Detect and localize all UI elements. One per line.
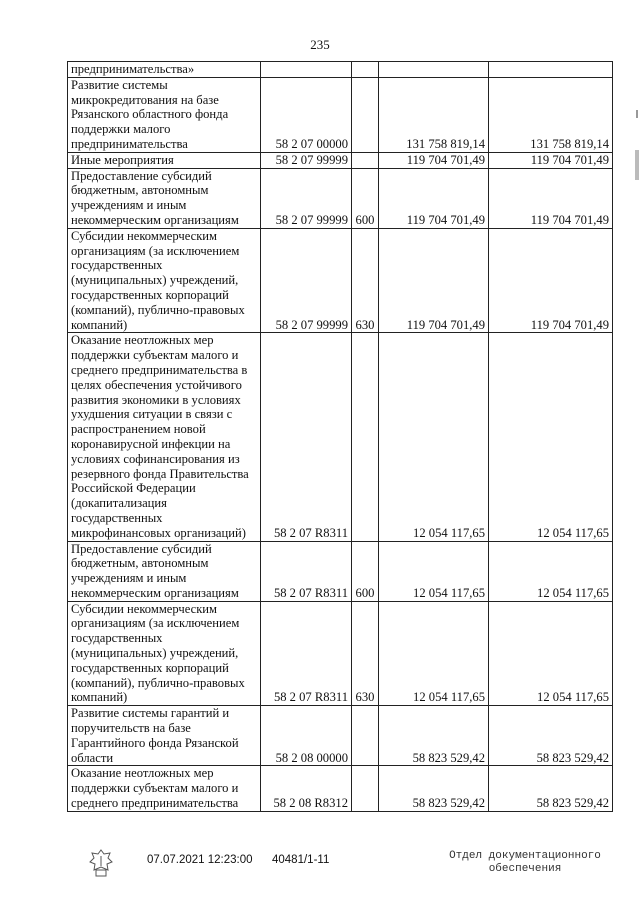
row-name-cell: Иные мероприятия	[68, 152, 261, 168]
row-value-2-cell: 58 823 529,42	[489, 706, 613, 766]
row-value-1-cell: 12 054 117,65	[379, 541, 489, 601]
row-value-2-cell: 131 758 819,14	[489, 77, 613, 152]
row-code-cell: 58 2 07 R8311	[261, 333, 352, 541]
row-name-cell: Субсидии некоммерческим организациям (за исключением государственных (муниципальных) учреждений, государственных корпораций (компаний), публично-правовых компаний)	[68, 228, 261, 333]
footer-department-stamp: Отдел документационного обеспечения	[449, 850, 601, 875]
row-name-cell: Оказание неотложных мер поддержки субъектам малого и среднего предпринимательства в целях обеспечения устойчивого развития экономики в условиях ухудшения ситуации в связи с распространением новой коронавирусной инфекции на условиях софинансирования из резервного фонда Правительства Российской Федерации (докапитализация государственных микрофинансовых организаций)	[68, 333, 261, 541]
row-vr-cell	[352, 152, 379, 168]
scan-edge-marks	[634, 110, 640, 200]
row-value-1-cell: 119 704 701,49	[379, 152, 489, 168]
row-value-1-cell: 58 823 529,42	[379, 766, 489, 811]
row-name-cell: Развитие системы микрокредитования на базе Рязанского областного фонда поддержки малого предпринимательства	[68, 77, 261, 152]
row-value-1-cell: 119 704 701,49	[379, 168, 489, 228]
row-value-2-cell: 119 704 701,49	[489, 152, 613, 168]
row-code-cell: 58 2 07 R8311	[261, 541, 352, 601]
row-code-cell: 58 2 07 00000	[261, 77, 352, 152]
row-vr-cell	[352, 77, 379, 152]
row-value-1-cell: 131 758 819,14	[379, 77, 489, 152]
row-code-cell: 58 2 07 99999	[261, 228, 352, 333]
row-vr-cell	[352, 706, 379, 766]
row-value-2-cell: 119 704 701,49	[489, 228, 613, 333]
row-value-1-cell: 12 054 117,65	[379, 333, 489, 541]
row-vr-cell: 600	[352, 168, 379, 228]
row-vr-cell	[352, 62, 379, 78]
table-row	[68, 168, 613, 228]
row-code-cell: 58 2 07 R8311	[261, 601, 352, 706]
footer-doc-number: 40481/1-11	[272, 854, 330, 866]
row-code-cell: 58 2 07 99999	[261, 152, 352, 168]
row-vr-cell	[352, 766, 379, 811]
table-row	[68, 228, 613, 333]
row-name-cell: Развитие системы гарантий и поручительств на базе Гарантийного фонда Рязанской области	[68, 706, 261, 766]
row-vr-cell: 630	[352, 228, 379, 333]
table-row	[68, 601, 613, 706]
row-value-2-cell: 12 054 117,65	[489, 541, 613, 601]
coat-of-arms-icon	[88, 848, 114, 878]
row-value-2-cell: 12 054 117,65	[489, 601, 613, 706]
table-row	[68, 706, 613, 766]
row-name-cell: Субсидии некоммерческим организациям (за исключением государственных (муниципальных) учреждений, государственных корпораций (компаний), публично-правовых компаний)	[68, 601, 261, 706]
row-vr-cell	[352, 333, 379, 541]
table-row	[68, 77, 613, 152]
row-value-1-cell	[379, 62, 489, 78]
row-code-cell: 58 2 08 R8312	[261, 766, 352, 811]
table-row	[68, 333, 613, 541]
row-name-cell: Оказание неотложных мер поддержки субъектам малого и среднего предпринимательства	[68, 766, 261, 811]
row-code-cell	[261, 62, 352, 78]
row-value-2-cell	[489, 62, 613, 78]
page-footer	[0, 848, 640, 888]
row-value-2-cell: 58 823 529,42	[489, 766, 613, 811]
row-value-1-cell: 119 704 701,49	[379, 228, 489, 333]
row-vr-cell: 630	[352, 601, 379, 706]
row-name-cell: Предоставление субсидий бюджетным, автономным учреждениям и иным некоммерческим организациям	[68, 168, 261, 228]
table-row	[68, 541, 613, 601]
table-row	[68, 62, 613, 78]
row-value-1-cell: 58 823 529,42	[379, 706, 489, 766]
row-value-2-cell: 12 054 117,65	[489, 333, 613, 541]
row-value-2-cell: 119 704 701,49	[489, 168, 613, 228]
row-name-cell: Предоставление субсидий бюджетным, автономным учреждениям и иным некоммерческим организациям	[68, 541, 261, 601]
row-code-cell: 58 2 07 99999	[261, 168, 352, 228]
row-vr-cell: 600	[352, 541, 379, 601]
row-name-cell: предпринимательства»	[68, 62, 261, 78]
page-number: 235	[310, 37, 330, 52]
row-value-1-cell: 12 054 117,65	[379, 601, 489, 706]
table-row	[68, 766, 613, 811]
table-row	[68, 152, 613, 168]
row-code-cell: 58 2 08 00000	[261, 706, 352, 766]
budget-table	[67, 61, 613, 812]
footer-datetime: 07.07.2021 12:23:00	[147, 854, 253, 866]
